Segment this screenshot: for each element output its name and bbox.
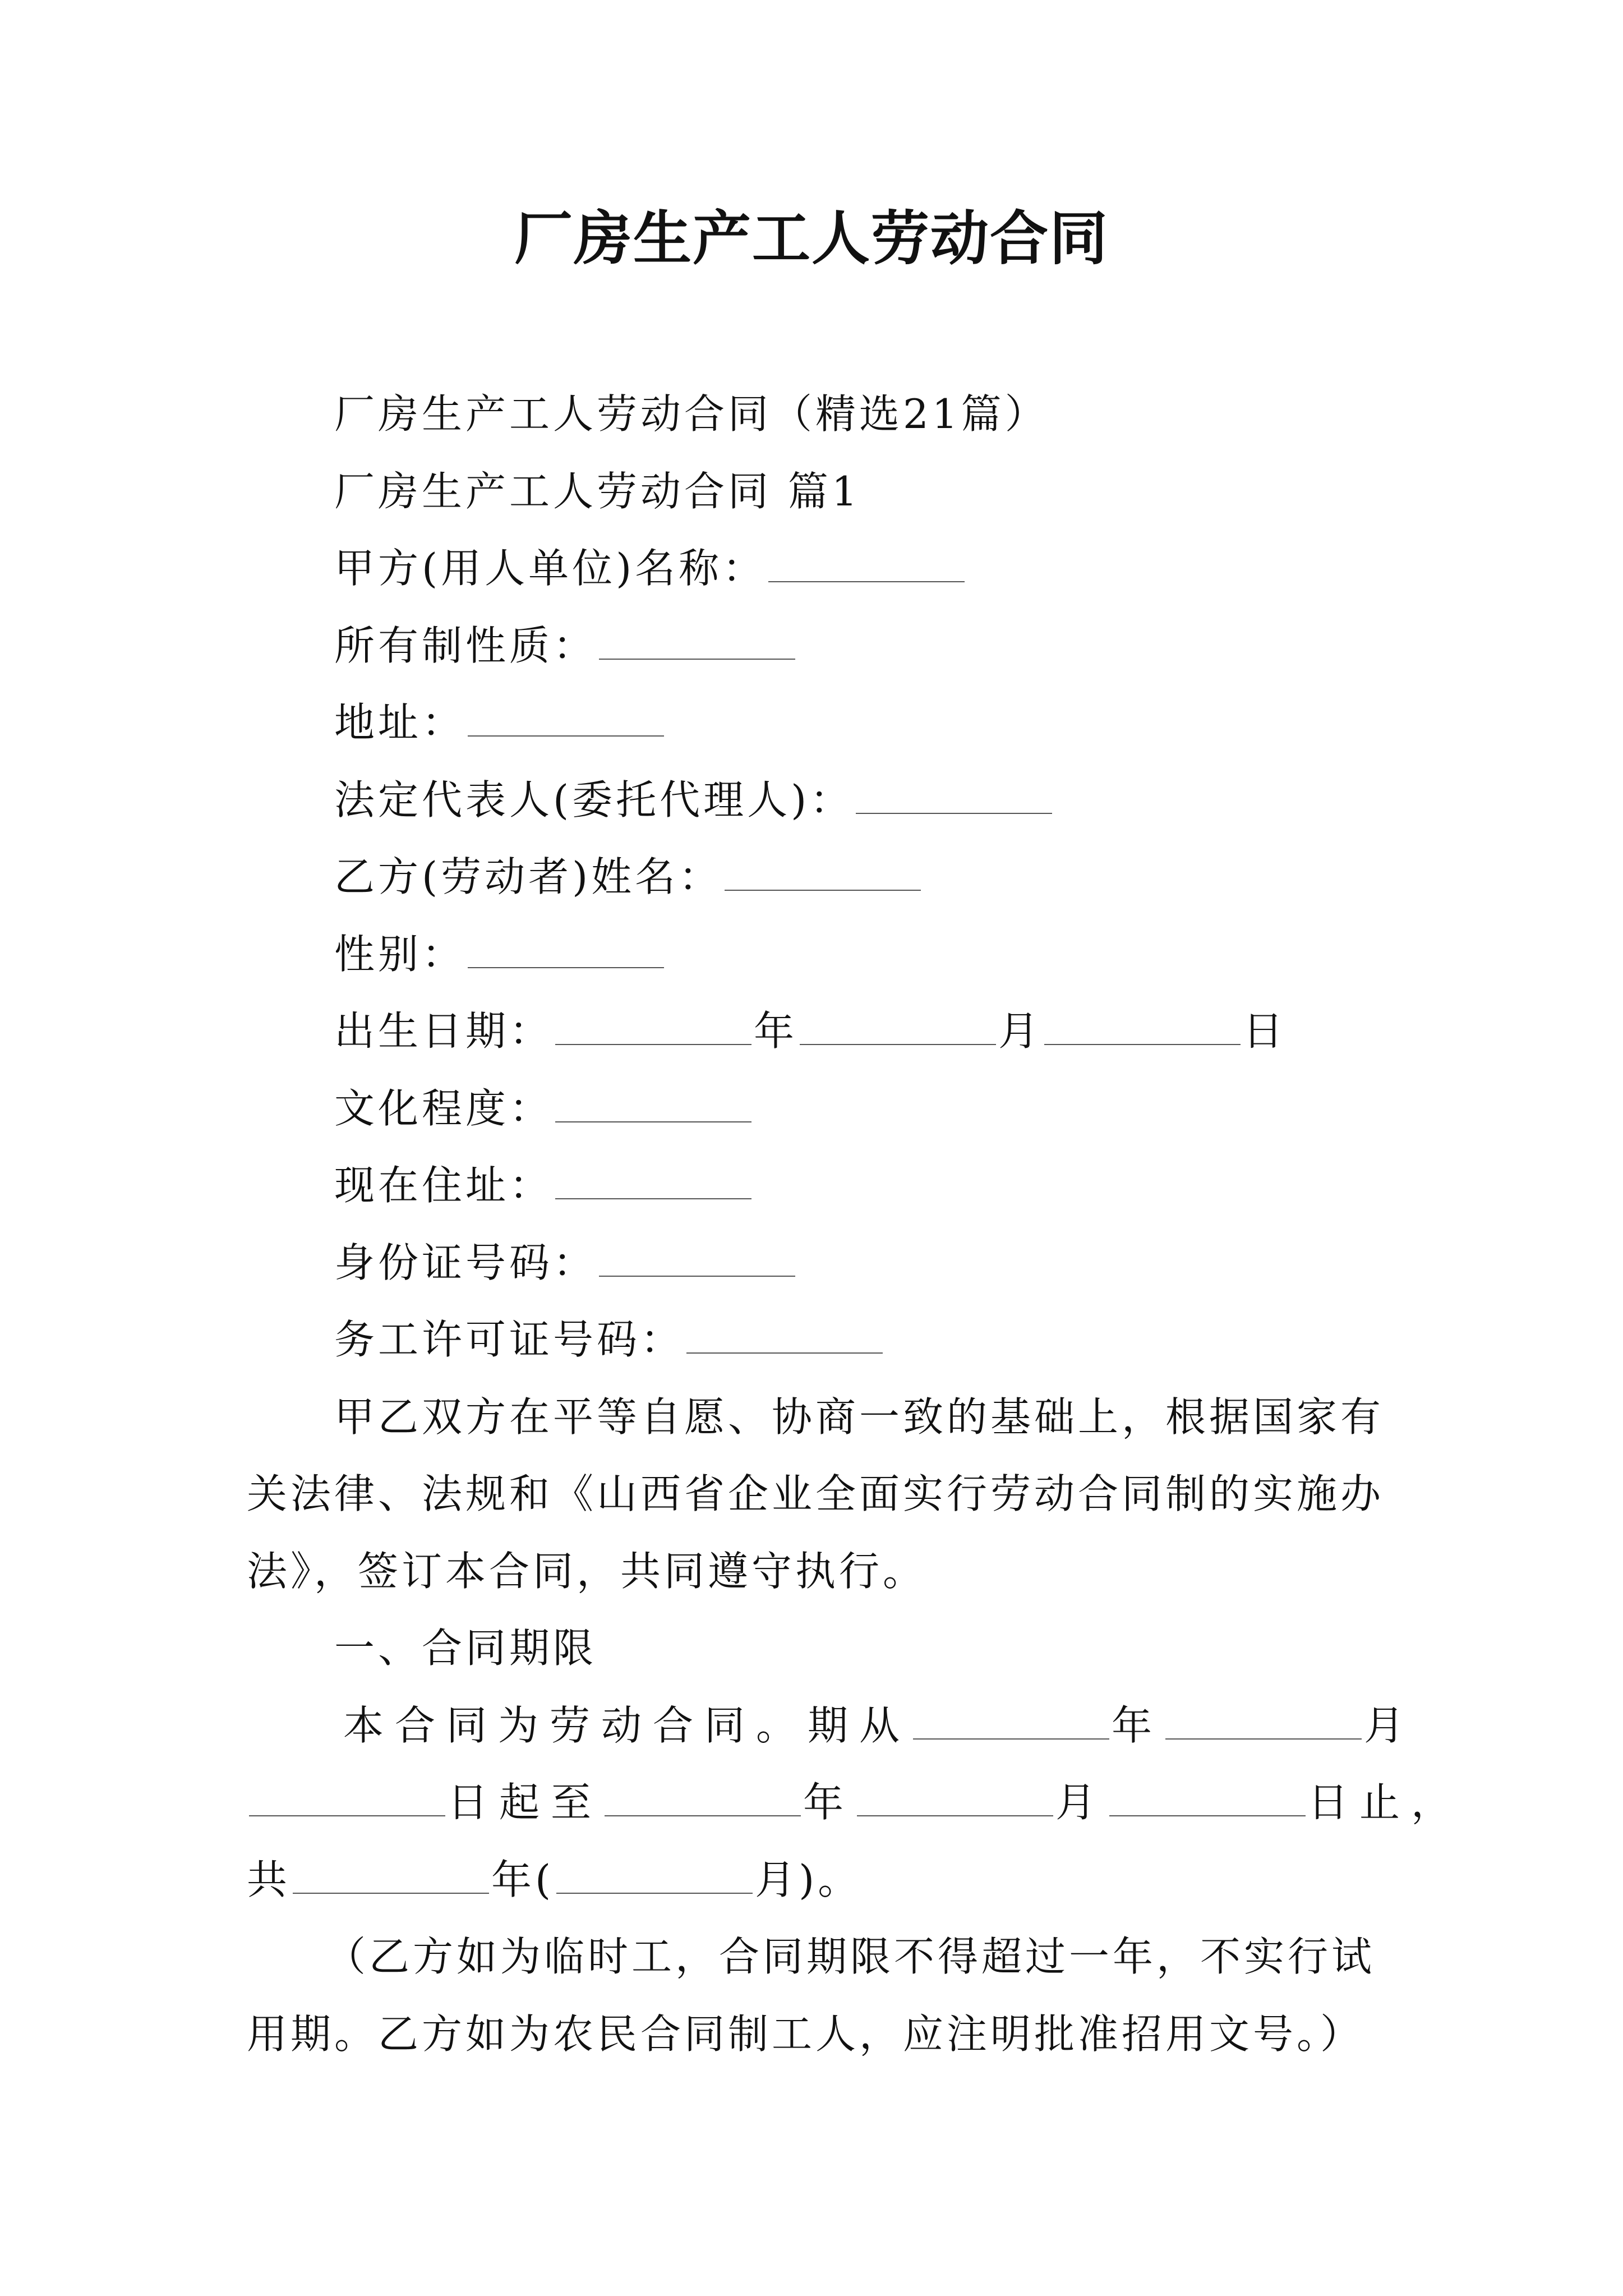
document-title: 厂房生产工人劳动合同 (514, 204, 1109, 273)
party-a-name-row (334, 540, 967, 596)
legal-rep-blank (856, 776, 1052, 814)
birth-year-blank (555, 1007, 751, 1045)
clause-1-line-2 (247, 1774, 1463, 1830)
legal-rep-label: 法定代表人(委托代理人)： (334, 776, 854, 823)
section-heading: 厂房生产工人劳动合同 篇1 (334, 468, 861, 515)
ownership-label: 所有制性质： (334, 622, 597, 669)
total-label: 共 (247, 1856, 291, 1903)
document-subtitle: 厂房生产工人劳动合同（精选21篇） (334, 390, 1049, 438)
address-blank (468, 699, 664, 737)
ownership-blank (599, 622, 795, 660)
start-day-blank (249, 1779, 445, 1816)
end-day-label: 日止， (1308, 1779, 1463, 1826)
birth-month-label: 月 (998, 1007, 1043, 1055)
start-year-label: 年 (1112, 1702, 1164, 1749)
term-intro-text: 本合同为劳动合同。期从 (343, 1702, 911, 1749)
work-permit-label: 务工许可证号码： (334, 1316, 685, 1363)
start-year-blank (913, 1702, 1109, 1740)
clause-1-heading: 一、合同期限 (334, 1625, 597, 1672)
legal-rep-row (334, 772, 1054, 828)
id-number-blank (599, 1239, 795, 1277)
education-row (334, 1080, 754, 1137)
intro-line-2: 关法律、法规和《山西省企业全面实行劳动合同制的实施办 (247, 1470, 1385, 1517)
current-address-label: 现在住址： (334, 1162, 554, 1209)
end-year-blank (605, 1779, 801, 1816)
total-months-blank (556, 1856, 753, 1894)
ownership-row (334, 618, 797, 674)
clause-1-line-1 (343, 1697, 1415, 1754)
total-months-label: 月)。 (755, 1856, 862, 1903)
party-b-name-label: 乙方(劳动者)姓名： (334, 853, 723, 900)
gender-row (334, 926, 666, 982)
birth-day-label: 日 (1243, 1007, 1287, 1055)
birth-month-blank (800, 1007, 996, 1045)
total-years-label: 年( (491, 1856, 555, 1903)
end-month-label: 月 (1055, 1779, 1108, 1826)
clause-1-note-line-1: （乙方如为临时工，合同期限不得超过一年，不实行试 (325, 1933, 1376, 1980)
end-day-blank (1109, 1779, 1306, 1816)
gender-label: 性别： (334, 931, 466, 978)
education-label: 文化程度： (334, 1085, 554, 1132)
start-month-label: 月 (1364, 1702, 1416, 1749)
address-label: 地址： (334, 699, 466, 746)
work-permit-row (334, 1312, 885, 1368)
work-permit-blank (686, 1316, 883, 1354)
start-day-label: 日起至 (448, 1779, 603, 1826)
end-year-label: 年 (803, 1779, 855, 1826)
education-blank (555, 1085, 751, 1122)
id-number-row (334, 1235, 797, 1291)
address-row (334, 694, 666, 751)
birth-date-row (334, 1003, 1287, 1059)
intro-line-3: 法》，签订本合同，共同遵守执行。 (247, 1548, 927, 1595)
current-address-row (334, 1157, 754, 1213)
birth-day-blank (1044, 1007, 1241, 1045)
party-a-name-blank (768, 545, 965, 582)
party-b-name-row (334, 849, 923, 905)
birth-year-label: 年 (754, 1007, 798, 1055)
party-a-name-label: 甲方(用人单位)名称： (334, 545, 767, 592)
total-years-blank (293, 1856, 489, 1894)
gender-blank (468, 931, 664, 968)
id-number-label: 身份证号码： (334, 1239, 597, 1286)
end-month-blank (857, 1779, 1053, 1816)
start-month-blank (1165, 1702, 1362, 1740)
clause-1-line-3 (247, 1852, 861, 1908)
birth-date-label: 出生日期： (334, 1007, 554, 1055)
party-b-name-blank (725, 853, 921, 891)
current-address-blank (555, 1162, 751, 1199)
clause-1-note-line-2: 用期。乙方如为农民合同制工人，应注明批准招用文号。） (247, 2010, 1364, 2058)
intro-line-1: 甲乙双方在平等自愿、协商一致的基础上，根据国家有 (334, 1393, 1385, 1441)
